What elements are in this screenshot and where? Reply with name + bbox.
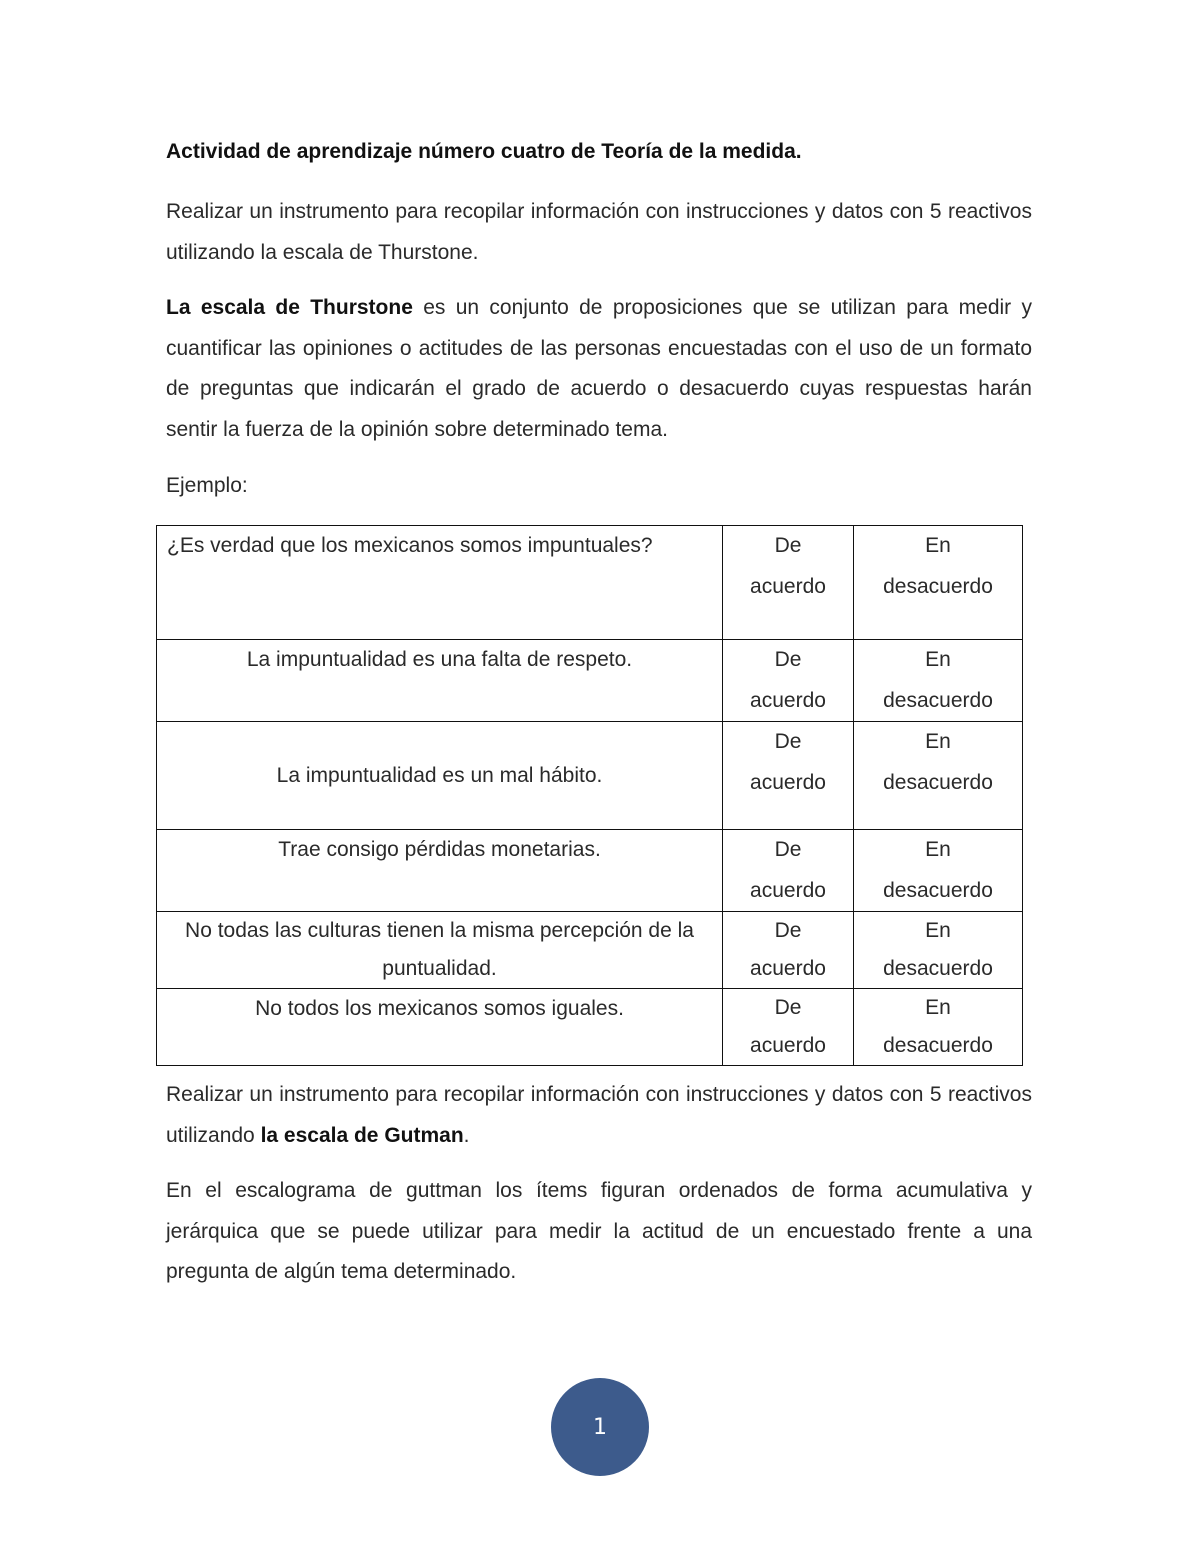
- disagree-option[interactable]: [854, 912, 1023, 989]
- disagree-label-line2: desacuerdo: [883, 1034, 993, 1057]
- agree-label-line2: acuerdo: [750, 957, 826, 980]
- disagree-option[interactable]: [854, 830, 1023, 912]
- table-row: [157, 912, 1023, 989]
- gutman-intro-end: .: [463, 1123, 470, 1147]
- agree-option[interactable]: [723, 989, 854, 1066]
- disagree-label-line2: desacuerdo: [883, 878, 993, 902]
- page-number: 1: [593, 1414, 607, 1440]
- agree-label-line2: acuerdo: [750, 1034, 826, 1057]
- statement-cell: La impuntualidad es una falta de respeto.: [157, 640, 723, 722]
- disagree-label-line2: desacuerdo: [883, 688, 993, 712]
- gutman-intro-text: Realizar un instrumento para recopilar información con instrucciones y datos con 5 reactivos utilizando: [166, 1083, 1032, 1147]
- agree-label-line1: De: [774, 730, 802, 753]
- agree-label-line1: De: [774, 919, 802, 942]
- agree-label-line1: De: [774, 838, 802, 861]
- agree-option[interactable]: [723, 526, 854, 640]
- agree-option[interactable]: [723, 912, 854, 989]
- gutman-term: la escala de Gutman: [260, 1123, 464, 1147]
- disagree-label-line1: En: [925, 730, 951, 753]
- thurstone-scale-table: [156, 525, 1023, 1066]
- agree-label-line1: De: [774, 534, 802, 557]
- statement-cell: Trae consigo pérdidas monetarias.: [157, 830, 723, 912]
- document-title: Actividad de aprendizaje número cuatro de Teoría de la medida.: [166, 140, 802, 163]
- agree-option[interactable]: [723, 640, 854, 722]
- agree-option[interactable]: [723, 722, 854, 830]
- agree-label-line2: acuerdo: [750, 770, 826, 794]
- disagree-option[interactable]: [854, 526, 1023, 640]
- disagree-option[interactable]: [854, 989, 1023, 1066]
- agree-label-line1: De: [774, 648, 802, 671]
- agree-label-line1: De: [774, 996, 802, 1019]
- table-row: [157, 989, 1023, 1066]
- agree-option[interactable]: [723, 830, 854, 912]
- statement-cell: No todos los mexicanos somos iguales.: [157, 989, 723, 1066]
- statement-cell: No todas las culturas tienen la misma percepción de la puntualidad.: [157, 912, 723, 989]
- thurstone-definition-text: es un conjunto de proposiciones que se utilizan para medir y cuantificar las opiniones o actitudes de las personas encuestadas con el uso de un formato de preguntas que indicarán el grado de acuerdo o desacuerdo cuyas respuestas harán sentir la fuerza de la opinión sobre determinado tema.: [166, 296, 1032, 441]
- disagree-label-line2: desacuerdo: [883, 770, 993, 794]
- gutman-definition: En el escalograma de guttman los ítems figuran ordenados de forma acumulativa y jerárquica que se puede utilizar para medir la actitud de un encuestado frente a una pregunta de algún tema determinado.: [166, 1179, 1032, 1283]
- disagree-label-line2: desacuerdo: [883, 957, 993, 980]
- disagree-label-line1: En: [925, 534, 951, 557]
- agree-label-line2: acuerdo: [750, 878, 826, 902]
- disagree-option[interactable]: [854, 640, 1023, 722]
- thurstone-definition: [166, 288, 1032, 450]
- table-row: [157, 722, 1023, 830]
- page-number-badge: [551, 1378, 649, 1476]
- agree-label-line2: acuerdo: [750, 688, 826, 712]
- disagree-label-line1: En: [925, 838, 951, 861]
- example-label: Ejemplo:: [166, 474, 248, 497]
- disagree-label-line1: En: [925, 919, 951, 942]
- disagree-option[interactable]: [854, 722, 1023, 830]
- agree-label-line2: acuerdo: [750, 574, 826, 598]
- intro-paragraph-gutman: [166, 1075, 1032, 1156]
- thurstone-term: La escala de Thurstone: [166, 296, 413, 319]
- table-row: [157, 640, 1023, 722]
- table-row: [157, 526, 1023, 640]
- disagree-label-line1: En: [925, 996, 951, 1019]
- table-row: [157, 830, 1023, 912]
- statement-cell: ¿Es verdad que los mexicanos somos impuntuales?: [157, 526, 723, 640]
- intro-paragraph-thurstone: Realizar un instrumento para recopilar información con instrucciones y datos con 5 reactivos utilizando la escala de Thurstone.: [166, 200, 1032, 264]
- statement-cell: La impuntualidad es un mal hábito.: [157, 722, 723, 830]
- disagree-label-line2: desacuerdo: [883, 574, 993, 598]
- disagree-label-line1: En: [925, 648, 951, 671]
